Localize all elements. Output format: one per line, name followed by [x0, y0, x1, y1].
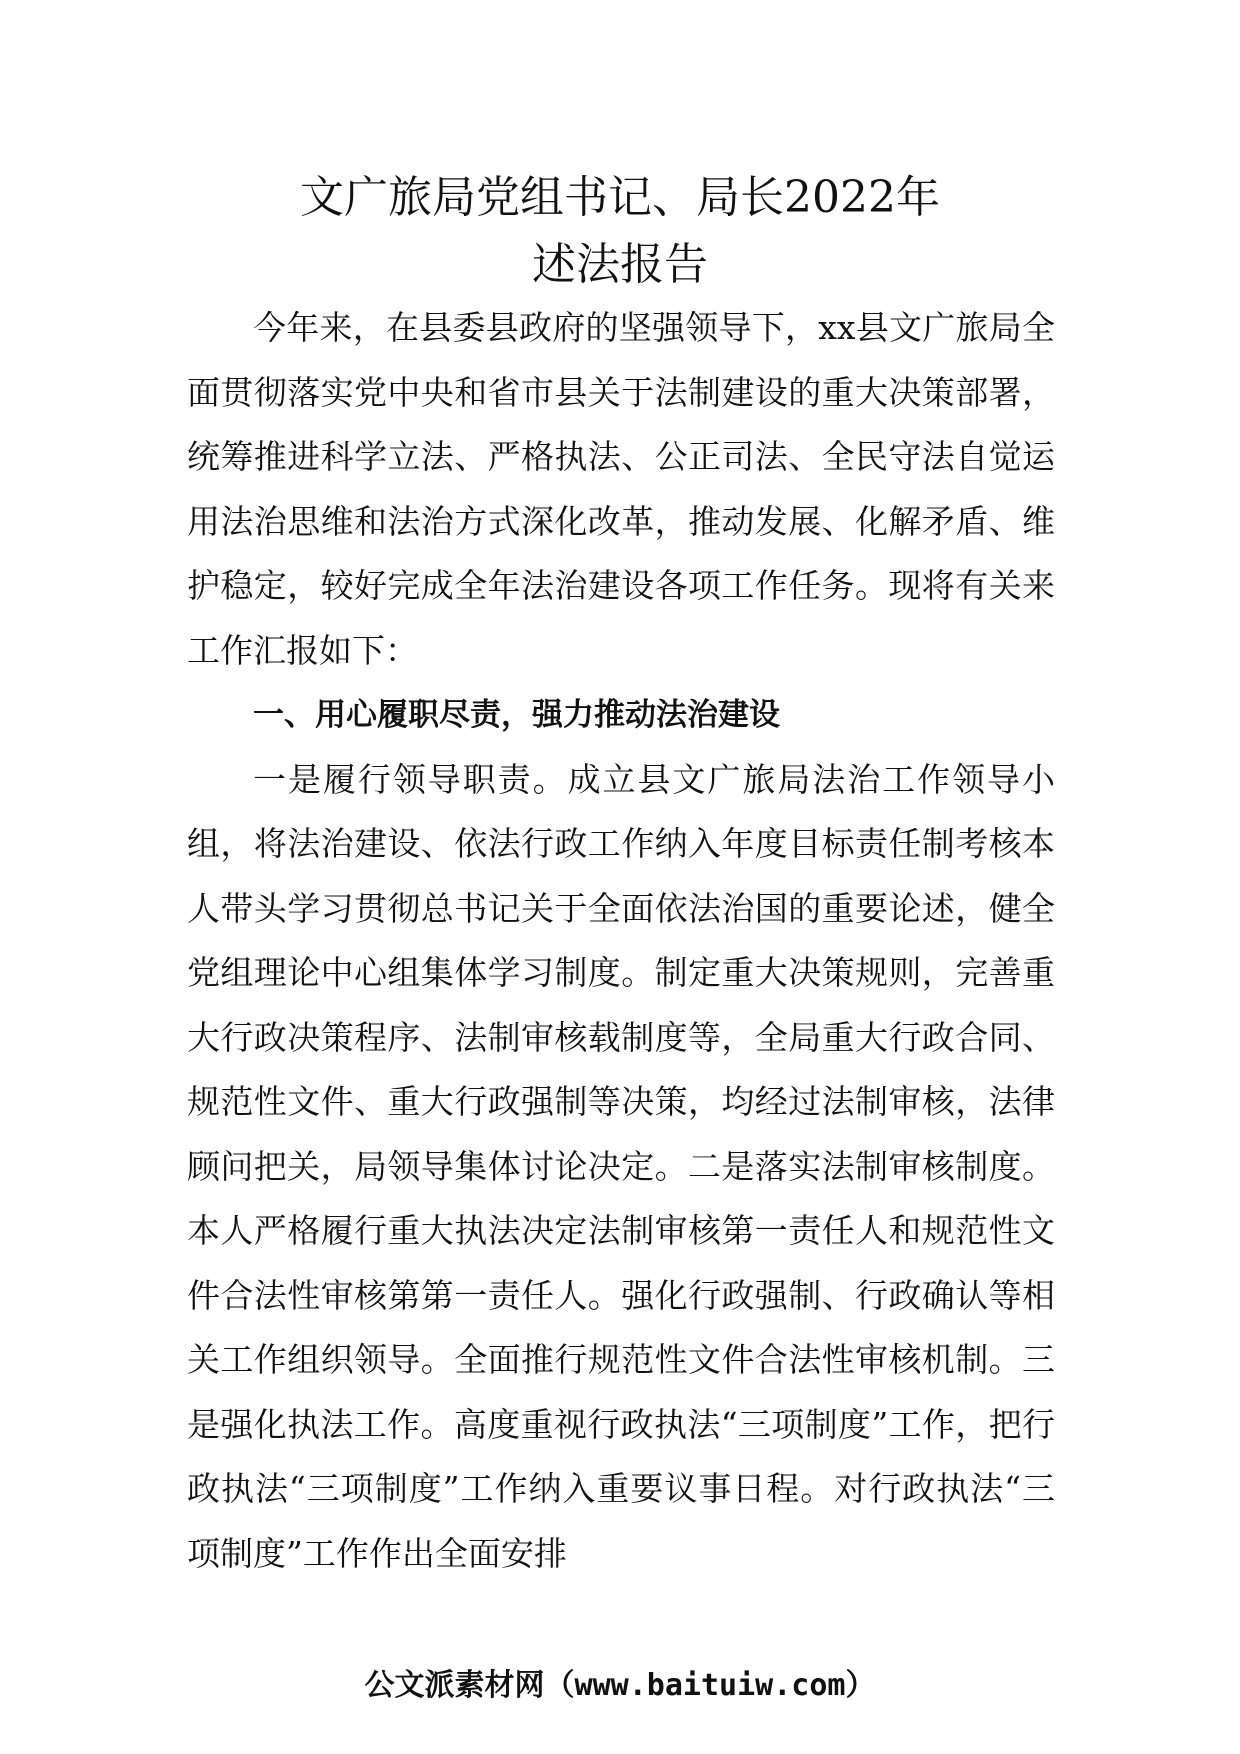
section-heading: 一、用心履职尽责，强力推动法治建设 [253, 697, 780, 733]
footer-watermark [0, 1666, 1240, 1706]
footer-url: （www.baituiw.com） [544, 1668, 876, 1703]
document-body [187, 296, 1055, 1586]
document-title-line1: 文广旅局党组书记、局长2022年 [300, 172, 940, 223]
intro-paragraph: 今年来，在县委县政府的坚强领导下，xx县文广旅局全面贯彻落实党中央和省市县关于法制建设的重大决策部署，统筹推进科学立法、严格执法、公正司法、全民守法自觉运用法治思维和法治方式深化改革，推动发展、化解矛盾、维护稳定，较好完成全年法治建设各项工作任务。现将有关来工作汇报如下： [187, 308, 1055, 670]
section-paragraph: 一是履行领导职责。成立县文广旅局法治工作领导小组，将法治建设、依法行政工作纳入年度目标责任制考核本人带头学习贯彻总书记关于全面依法治国的重要论述，健全党组理论中心组集体学习制度。制定重大决策规则，完善重大行政决策程序、法制审核载制度等，全局重大行政合同、规范性文件、重大行政强制等决策，均经过法制审核，法律顾问把关，局领导集体讨论决定。二是落实法制审核制度。本人严格履行重大执法决定法制审核第一责任人和规范性文件合法性审核第第一责任人。强化行政强制、行政确认等相关工作组织领导。全面推行规范性文件合法性审核机制。三是强化执法工作。高度重视行政执法“三项制度”工作，把行政执法“三项制度”工作纳入重要议事日程。对行政执法“三项制度”工作作出全面安排 [187, 759, 1055, 1573]
document-title-line2: 述法报告 [532, 239, 708, 290]
footer-site-name: 公文派素材网 [364, 1668, 545, 1703]
